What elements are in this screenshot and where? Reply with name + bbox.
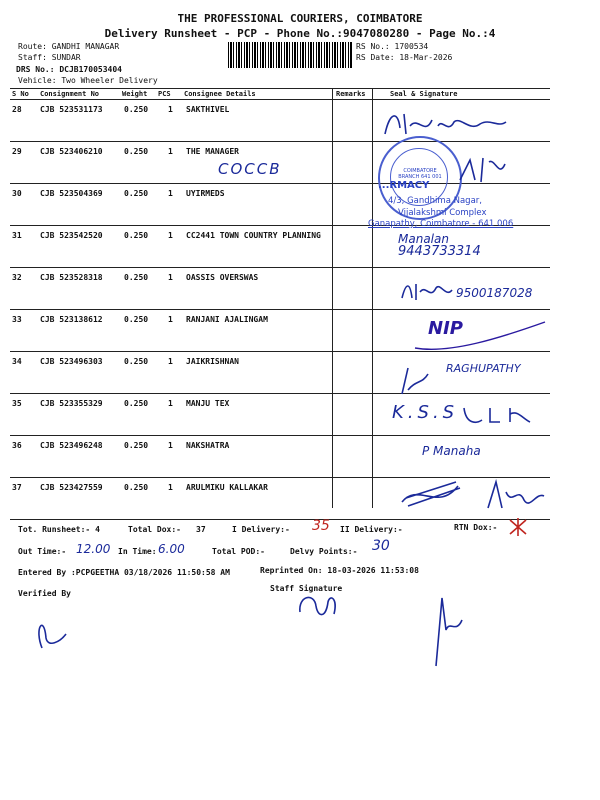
signature-row-34 <box>398 360 438 400</box>
row-pcs: 1 <box>168 189 173 198</box>
rs-date: RS Date: 18-Mar-2026 <box>356 53 453 62</box>
row-sno: 33 <box>12 315 22 324</box>
row-consignee: SAKTHIVEL <box>186 105 230 114</box>
seal-text: COIMBATORE BRANCH 641 001 <box>398 168 442 180</box>
stamp-line-4: Ganapathy, Coimbatore - 641 006 <box>368 219 514 229</box>
row-divider <box>10 393 550 394</box>
row-weight: 0.250 <box>124 231 149 240</box>
row-sno: 31 <box>12 231 22 240</box>
in-time-value: 6.00 <box>158 542 185 556</box>
row-consignment-no: CJB 523406210 <box>40 147 103 156</box>
staff-signature <box>294 588 344 622</box>
delvy-points-label: Delvy Points:- <box>290 547 358 556</box>
handwriting-row-31-phone: 9443733314 <box>398 244 481 259</box>
signature-row-32 <box>398 278 458 306</box>
row-divider <box>10 267 550 268</box>
row-consignee: CC2441 TOWN COUNTRY PLANNING <box>186 231 321 240</box>
row-pcs: 1 <box>168 399 173 408</box>
col-pcs: PCS <box>158 90 171 98</box>
row-pcs: 1 <box>168 273 173 282</box>
row-consignment-no: CJB 523542520 <box>40 231 103 240</box>
row-consignment-no: CJB 523496303 <box>40 357 103 366</box>
verified-by-label: Verified By <box>18 589 71 598</box>
row-consignee: RANJANI AJALINGAM <box>186 315 268 324</box>
signature-row-37 <box>398 472 548 518</box>
row-weight: 0.250 <box>124 357 149 366</box>
col-seal-signature: Seal & Signature <box>390 90 458 98</box>
row-weight: 0.250 <box>124 147 149 156</box>
handwriting-row-31-name: Manalan <box>398 232 449 246</box>
total-dox-value: 37 <box>196 525 206 534</box>
total-dox-label: Total Dox:- <box>128 525 181 534</box>
manager-signature <box>428 590 468 670</box>
rtn-dox-mark <box>506 516 530 538</box>
row-pcs: 1 <box>168 231 173 240</box>
scribble-row-33 <box>410 318 550 358</box>
row-weight: 0.250 <box>124 483 149 492</box>
handwriting-row-32: 9500187028 <box>456 286 533 300</box>
total-runsheet: Tot. Runsheet:- 4 <box>18 525 100 534</box>
col-consignment: Consignment No <box>40 90 100 98</box>
row-sno: 28 <box>12 105 22 114</box>
i-delivery-label: I Delivery:- <box>232 525 290 534</box>
stamp-line-3: Vijalakshmi Complex <box>398 208 487 218</box>
row-consignee: THE MANAGER <box>186 147 239 156</box>
row-weight: 0.250 <box>124 399 149 408</box>
row-sno: 29 <box>12 147 22 156</box>
row-consignee: UYIRMEDS <box>186 189 225 198</box>
row-pcs: 1 <box>168 441 173 450</box>
row-consignment-no: CJB 523355329 <box>40 399 103 408</box>
row-sno: 32 <box>12 273 22 282</box>
row-pcs: 1 <box>168 357 173 366</box>
handwriting-row-36: P Manaha <box>422 444 481 458</box>
row-pcs: 1 <box>168 483 173 492</box>
row-sno: 30 <box>12 189 22 198</box>
row-sno: 37 <box>12 483 22 492</box>
row-sno: 35 <box>12 399 22 408</box>
row-weight: 0.250 <box>124 189 149 198</box>
row-consignee: MANJU TEX <box>186 399 230 408</box>
stamp-line-2: 4/3, Gandhima Nagar, <box>388 196 482 206</box>
delvy-points-value: 30 <box>372 538 390 554</box>
row-consignee: OASSIS OVERSWAS <box>186 273 259 282</box>
col-consignee: Consignee Details <box>184 90 256 98</box>
row-weight: 0.250 <box>124 105 149 114</box>
row-pcs: 1 <box>168 315 173 324</box>
reprinted-on: Reprinted On: 18-03-2026 11:53:08 <box>260 566 419 575</box>
signature-row-35 <box>460 404 550 428</box>
col-sno: S No <box>12 90 29 98</box>
barcode <box>228 42 352 68</box>
ii-delivery-label: II Delivery:- <box>340 525 403 534</box>
row-consignment-no: CJB 523531173 <box>40 105 103 114</box>
row-consignment-no: CJB 523496248 <box>40 441 103 450</box>
rtn-dox-label: RTN Dox:- <box>454 523 498 532</box>
row-divider <box>10 435 550 436</box>
col-remarks: Remarks <box>336 90 366 98</box>
row-consignee: JAIKRISHNAN <box>186 357 239 366</box>
out-time-label: Out Time:- <box>18 547 67 556</box>
row-divider <box>10 309 550 310</box>
rs-number: RS No.: 1700534 <box>356 42 429 51</box>
row-consignee: NAKSHATRA <box>186 441 230 450</box>
handwriting-row-33: NIP <box>428 318 463 339</box>
row-sno: 36 <box>12 441 22 450</box>
row-weight: 0.250 <box>124 273 149 282</box>
vehicle-label: Vehicle: Two Wheeler Delivery <box>18 76 158 85</box>
handwriting-row-35: K.S.S <box>392 402 459 423</box>
row-consignment-no: CJB 523504369 <box>40 189 103 198</box>
row-sno: 34 <box>12 357 22 366</box>
row-consignment-no: CJB 523427559 <box>40 483 103 492</box>
row-consignment-no: CJB 523528318 <box>40 273 103 282</box>
row-weight: 0.250 <box>124 315 149 324</box>
handwriting-row-34: RAGHUPATHY <box>446 362 521 375</box>
row-consignee: ARULMIKU KALLAKAR <box>186 483 268 492</box>
col-weight: Weight <box>122 90 148 98</box>
row-consignment-no: CJB 523138612 <box>40 315 103 324</box>
runsheet-title: Delivery Runsheet - PCP - Phone No.:9047080280 - Page No.:4 <box>104 27 496 40</box>
row-pcs: 1 <box>168 105 173 114</box>
verifier-signature <box>30 608 70 652</box>
handwriting-row-29: COCCB <box>218 160 282 178</box>
company-name: THE PROFESSIONAL COURIERS, COIMBATORE <box>177 12 423 25</box>
staff-label: Staff: SUNDAR <box>18 53 81 62</box>
in-time-label: In Time: <box>118 547 157 556</box>
row-pcs: 1 <box>168 147 173 156</box>
i-delivery-value: 35 <box>312 518 330 534</box>
stamp-line-1: ...RMACY <box>378 180 430 191</box>
entered-by: Entered By :PCPGEETHA 03/18/2026 11:50:58 AM <box>18 568 230 577</box>
staff-signature-label: Staff Signature <box>270 584 343 593</box>
total-pod-label: Total POD:- <box>212 547 265 556</box>
out-time-value: 12.00 <box>76 542 111 556</box>
signature-row-29 <box>455 150 515 190</box>
route-label: Route: GANDHI MANAGAR <box>18 42 120 51</box>
drs-number: DRS No.: DCJB170053404 <box>16 65 122 74</box>
row-weight: 0.250 <box>124 441 149 450</box>
